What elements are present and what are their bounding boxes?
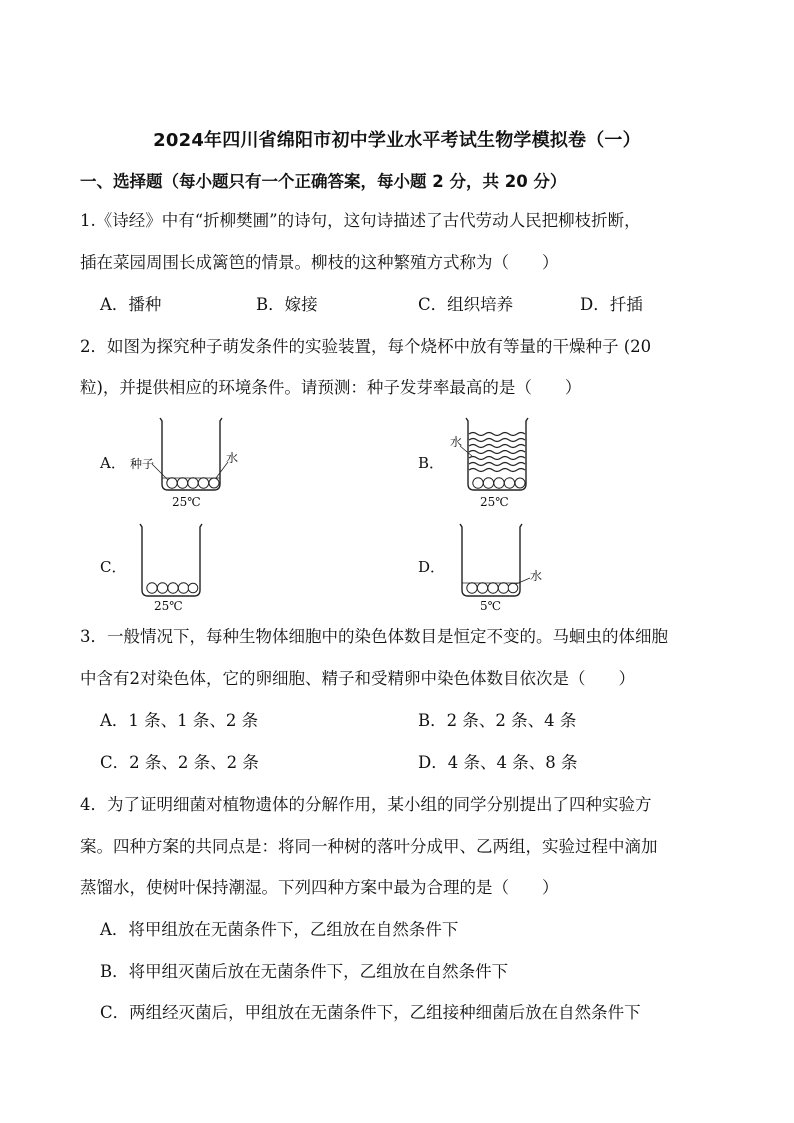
figure-d-water-label: 水 xyxy=(530,569,543,583)
beaker-d-figure xyxy=(446,518,556,614)
page-title: 2024年四川省绵阳市初中学业水平考试生物学模拟卷（一） xyxy=(153,130,641,151)
q4-option-a[interactable]: A．将甲组放在无菌条件下，乙组放在自然条件下 xyxy=(100,920,459,939)
figure-c-label[interactable]: C． xyxy=(100,558,127,576)
q4-option-b[interactable]: B．将甲组灭菌后放在无菌条件下，乙组放在自然条件下 xyxy=(100,962,509,981)
figure-a-seed-label: 种子 xyxy=(130,457,155,471)
q3-option-a[interactable]: A．1 条、1 条、2 条 xyxy=(100,711,259,730)
q1-option-c[interactable]: C．组织培养 xyxy=(418,295,514,314)
q3-option-c[interactable]: C．2 条、2 条、2 条 xyxy=(100,753,259,772)
figure-d-temp: 5℃ xyxy=(480,599,502,613)
q1-option-b[interactable]: B．嫁接 xyxy=(256,295,318,314)
q3-option-d[interactable]: D．4 条、4 条、8 条 xyxy=(418,753,578,772)
q2-line1: 2．如图为探究种子萌发条件的实验装置，每个烧杯中放有等量的干燥种子 (20 xyxy=(80,337,652,356)
q3-line1: 3．一般情况下，每种生物体细胞中的染色体数目是恒定不变的。马蛔虫的体细胞 xyxy=(80,627,668,646)
figure-b-temp: 25℃ xyxy=(480,495,509,509)
q4-line1: 4．为了证明细菌对植物遗体的分解作用，某小组的同学分别提出了四种实验方 xyxy=(80,795,652,814)
q2-line2: 粒)，并提供相应的环境条件。请预测：种子发芽率最高的是（ ） xyxy=(80,378,582,397)
figure-a-temp: 25℃ xyxy=(172,495,201,509)
q1-option-d[interactable]: D．扦插 xyxy=(580,295,643,314)
figure-a-water-label: 水 xyxy=(226,451,239,465)
q3-line2: 中含有2对染色体，它的卵细胞、精子和受精卵中染色体数目依次是（ ） xyxy=(80,669,635,688)
figure-a-label[interactable]: A． xyxy=(100,454,126,472)
figure-c-temp: 25℃ xyxy=(154,599,183,613)
q3-option-b[interactable]: B．2 条、2 条、4 条 xyxy=(418,711,577,730)
figure-d-label[interactable]: D． xyxy=(418,558,446,576)
figure-b-water-label: 水 xyxy=(450,435,463,449)
beaker-a-figure xyxy=(128,412,248,510)
beaker-c-figure xyxy=(128,518,248,614)
q4-option-c[interactable]: C．两组经灭菌后，甲组放在无菌条件下，乙组接种细菌后放在自然条件下 xyxy=(100,1003,641,1022)
beaker-b-figure xyxy=(446,412,556,510)
q4-line2: 案。四种方案的共同点是：将同一种树的落叶分成甲、乙两组，实验过程中滴加 xyxy=(80,837,658,856)
q1-option-a[interactable]: A．播种 xyxy=(100,295,162,314)
q1-line1: 1.《诗经》中有“折柳樊圃”的诗句，这句诗描述了古代劳动人民把柳枝折断， xyxy=(80,211,641,230)
figure-b-label[interactable]: B． xyxy=(418,454,445,472)
q1-line2: 插在菜园周围长成篱笆的情景。柳枝的这种繁殖方式称为（ ） xyxy=(80,253,559,272)
section-heading: 一、选择题（每小题只有一个正确答案，每小题 2 分，共 20 分） xyxy=(80,172,567,191)
q4-line3: 蒸馏水，使树叶保持潮湿。下列四种方案中最为合理的是（ ） xyxy=(80,878,559,897)
